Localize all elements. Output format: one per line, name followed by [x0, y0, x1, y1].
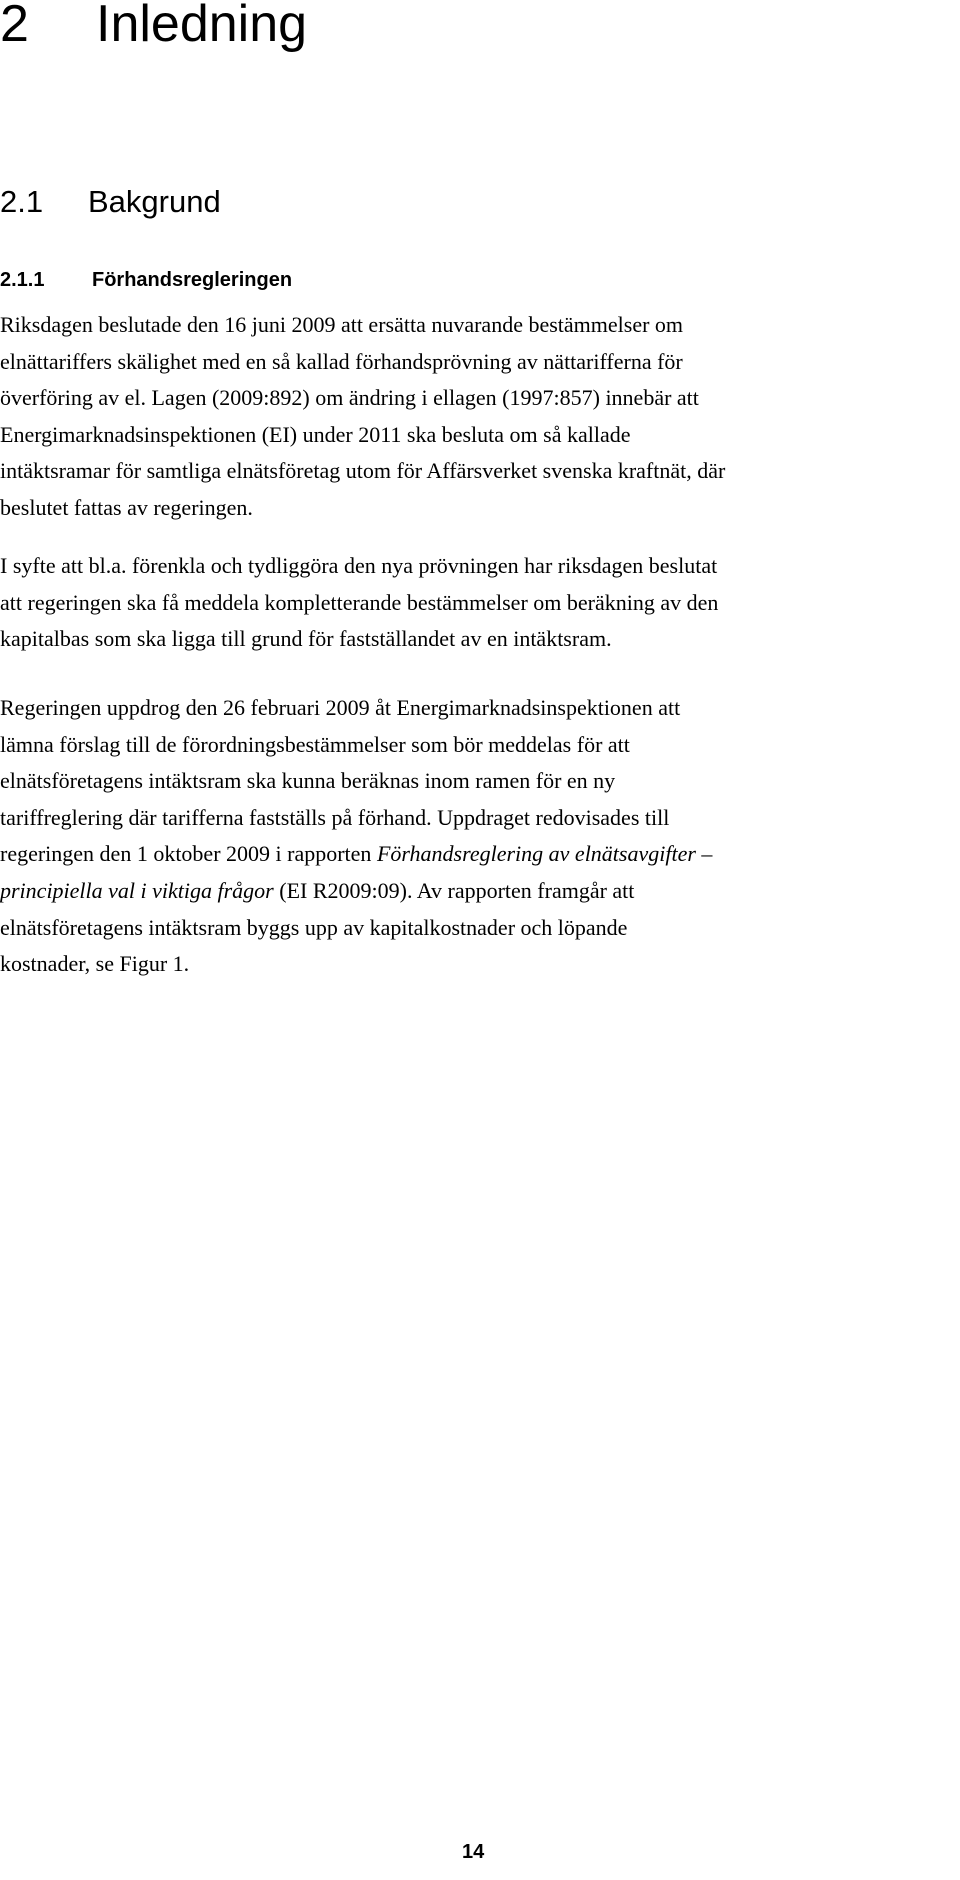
paragraph-1: Riksdagen beslutade den 16 juni 2009 att ersätta nuvarande bestämmelser om elnättariffers skälighet med en så kallad förhandsprövning av nättarifferna för överföring av el. Lagen (2009:892) om ändring i ellagen (1997:857) innebär att Energimarknadsinspektionen (EI) under 2011 ska besluta om så kallade intäktsramar för samtliga elnätsföretag utom för Affärsverket svenska kraftnät, där beslutet fattas av regeringen.: [0, 312, 726, 520]
subsection-title: Förhandsregleringen: [92, 269, 293, 291]
section-number: 2.1: [0, 184, 44, 219]
page-number: 14: [462, 1841, 485, 1863]
paragraph-3: [0, 690, 958, 983]
section-title: Bakgrund: [88, 184, 221, 219]
chapter-number: 2: [0, 0, 29, 53]
paragraph-3-text-end: (EI R2009:09). Av rapporten framgår att elnätsföretagens intäktsram byggs upp av kapitalkostnader och löpande kostnader, se Figur 1.: [0, 877, 635, 977]
report-title: Förhandsreglering av elnätsavgifter – principiella val i viktiga frågor: [0, 841, 713, 903]
chapter-heading: [0, 0, 307, 54]
subsection-heading: [0, 266, 292, 294]
paragraph-3-text-start: Regeringen uppdrog den 26 februari 2009 åt Energimarknadsinspektionen att lämna förslag till de förordningsbestämmelser som bör meddelas för att elnätsföretagens intäktsram ska kunna beräknas inom ramen för en ny tariffreglering där tarifferna fastställs på förhand. Uppdraget redovisades till regeringen den 1 oktober 2009 i rapporten: [0, 695, 681, 867]
paragraph-2: I syfte att bl.a. förenkla och tydliggöra den nya prövningen har riksdagen beslutat att regeringen ska få meddela kompletterande bestämmelser om beräkning av den kapitalbas som ska ligga till grund för fastställandet av en intäktsram.: [0, 553, 719, 652]
section-heading: [0, 182, 221, 222]
subsection-number: 2.1.1: [0, 269, 45, 291]
chapter-title: Inledning: [96, 0, 308, 53]
